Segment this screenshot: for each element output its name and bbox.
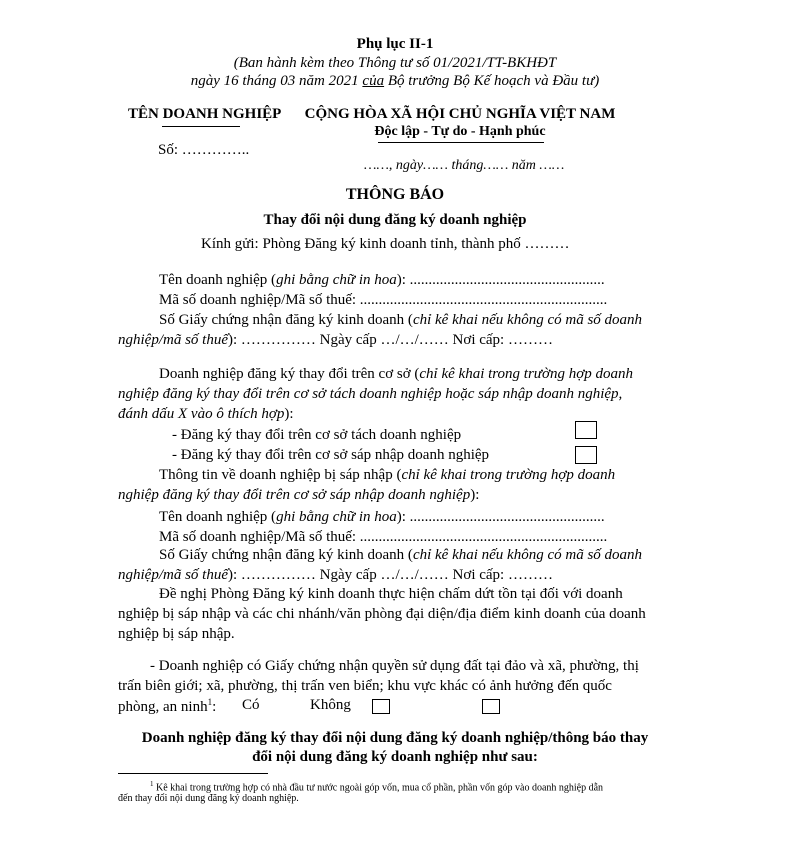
company-underline (162, 126, 240, 127)
field-fill: ): .................................................... (396, 509, 605, 525)
national-motto: Độc lập - Tự do - Hạnh phúc (374, 124, 546, 139)
issued-date: ngày 16 tháng 03 năm 2021 (190, 73, 359, 89)
cert-field-line-1 (159, 312, 642, 329)
yes-checkbox[interactable] (372, 699, 390, 714)
request-line-3: nghiệp bị sáp nhập. (118, 626, 235, 642)
footnote-line-2: đến thay đổi nội dung đăng ký doanh nghiệp. (118, 793, 299, 804)
tax-code-field: Mã số doanh nghiệp/Mã số thuế: .................................................................. (159, 292, 608, 308)
intro-hint: chỉ kê khai trong trường hợp doanh (401, 467, 616, 483)
field-label: Tên doanh nghiệp ( (159, 509, 277, 525)
merged-company-name-field (159, 509, 605, 526)
no-label: Không (310, 697, 351, 713)
field-fill: ): …………… Ngày cấp …/…/…… Nơi cấp: ……… (228, 567, 553, 583)
field-label: Số Giấy chứng nhận đăng ký kinh doanh ( (159, 312, 413, 328)
field-label: Số Giấy chứng nhận đăng ký kinh doanh ( (159, 547, 413, 563)
footnote-separator (118, 773, 268, 774)
land-cert-line-3 (118, 697, 216, 716)
cert-field-line-2 (118, 332, 553, 349)
intro-hint: chỉ kê khai trong trường hợp doanh (419, 366, 634, 382)
land-cert-line-1: - Doanh nghiệp có Giấy chứng nhận quyền sử dụng đất tại đảo và xã, phường, thị (150, 658, 639, 674)
document-number: Số: ………….. (158, 142, 250, 158)
basis-intro-line-1 (159, 366, 633, 383)
closing-line-1: Doanh nghiệp đăng ký thay đổi nội dung đăng ký doanh nghiệp/thông báo thay (141, 730, 649, 746)
footnote-mark: 1 (150, 780, 154, 788)
request-line-2: nghiệp bị sáp nhập và các chi nhánh/văn phòng đại diện/địa điểm kinh doanh của doanh (118, 606, 646, 622)
intro-hint: nghiệp đăng ký thay đổi trên cơ sở sáp nhập doanh nghiệp (118, 487, 471, 503)
merged-info-line-1 (159, 467, 615, 484)
field-hint: nghiệp/mã số thuế (118, 332, 228, 348)
issued-line-2 (0, 73, 790, 90)
issued-by: Bộ trưởng Bộ Kế hoạch và Đầu tư) (387, 73, 600, 89)
field-hint: ghi bằng chữ in hoa (276, 509, 397, 525)
option-split-label: - Đăng ký thay đổi trên cơ sở tách doanh nghiệp (172, 427, 462, 443)
footnote-ref: 1 (207, 697, 213, 707)
date-line: ……, ngày…… tháng…… năm …… (364, 158, 565, 173)
field-label: Tên doanh nghiệp ( (159, 272, 277, 288)
motto-underline (378, 142, 544, 143)
republic-title: CỘNG HÒA XÃ HỘI CHỦ NGHĨA VIỆT NAM (304, 106, 616, 122)
field-hint: ghi bằng chữ in hoa (276, 272, 397, 288)
intro-end: ): (284, 406, 294, 422)
field-fill: ): …………… Ngày cấp …/…/…… Nơi cấp: ……… (228, 332, 553, 348)
line-text: phòng, an ninh (118, 699, 208, 715)
field-fill: ): .................................................... (396, 272, 605, 288)
footnote-text: Kê khai trong trường hợp có nhà đầu tư nước ngoài góp vốn, mua cổ phần, phần vốn góp vào doanh nghiệp dẫn (156, 782, 604, 794)
company-name-field (159, 272, 605, 289)
merged-cert-line-2 (118, 567, 553, 584)
field-hint: chỉ kê khai nếu không có mã số doanh (412, 547, 643, 563)
appendix-title: Phụ lục II-1 (356, 36, 434, 52)
closing-line-2: đổi nội dung đăng ký doanh nghiệp như sau: (252, 749, 538, 765)
document-subtitle: Thay đổi nội dung đăng ký doanh nghiệp (263, 212, 527, 228)
field-hint: chỉ kê khai nếu không có mã số doanh (412, 312, 643, 328)
yes-label: Có (242, 697, 260, 713)
request-line-1: Đề nghị Phòng Đăng ký kinh doanh thực hiện chấm dứt tồn tại đối với doanh (159, 586, 623, 602)
merged-tax-code-field: Mã số doanh nghiệp/Mã số thuế: .................................................................. (159, 529, 608, 545)
no-checkbox[interactable] (482, 699, 500, 714)
merged-info-line-2 (118, 487, 479, 504)
issued-line-1: (Ban hành kèm theo Thông tư số 01/2021/TT-BKHĐT (233, 55, 557, 71)
option-split-checkbox[interactable] (575, 421, 597, 439)
intro-hint: đánh dấu X vào ô thích hợp (118, 406, 285, 422)
intro-text: Doanh nghiệp đăng ký thay đổi trên cơ sở ( (159, 366, 420, 382)
recipient-line: Kính gửi: Phòng Đăng ký kinh doanh tỉnh, thành phố ……… (201, 236, 570, 252)
merged-cert-line-1 (159, 547, 642, 564)
option-merge-checkbox[interactable] (575, 446, 597, 464)
company-name: TÊN DOANH NGHIỆP (128, 106, 282, 122)
issued-of: của (362, 73, 385, 89)
basis-intro-line-3 (118, 406, 294, 423)
document-title: THÔNG BÁO (345, 186, 445, 203)
line-end: : (212, 699, 217, 715)
basis-intro-line-2: nghiệp đăng ký thay đổi trên cơ sở tách doanh nghiệp hoặc sáp nhập doanh nghiệp, (118, 386, 623, 402)
field-hint: nghiệp/mã số thuế (118, 567, 228, 583)
intro-end: ): (470, 487, 480, 503)
option-merge-label: - Đăng ký thay đổi trên cơ sở sáp nhập doanh nghiệp (172, 447, 490, 463)
land-cert-line-2: trấn biên giới; xã, phường, thị trấn ven biển; khu vực khác có ảnh hưởng đến quốc (118, 678, 612, 694)
intro-text: Thông tin về doanh nghiệp bị sáp nhập ( (159, 467, 402, 483)
